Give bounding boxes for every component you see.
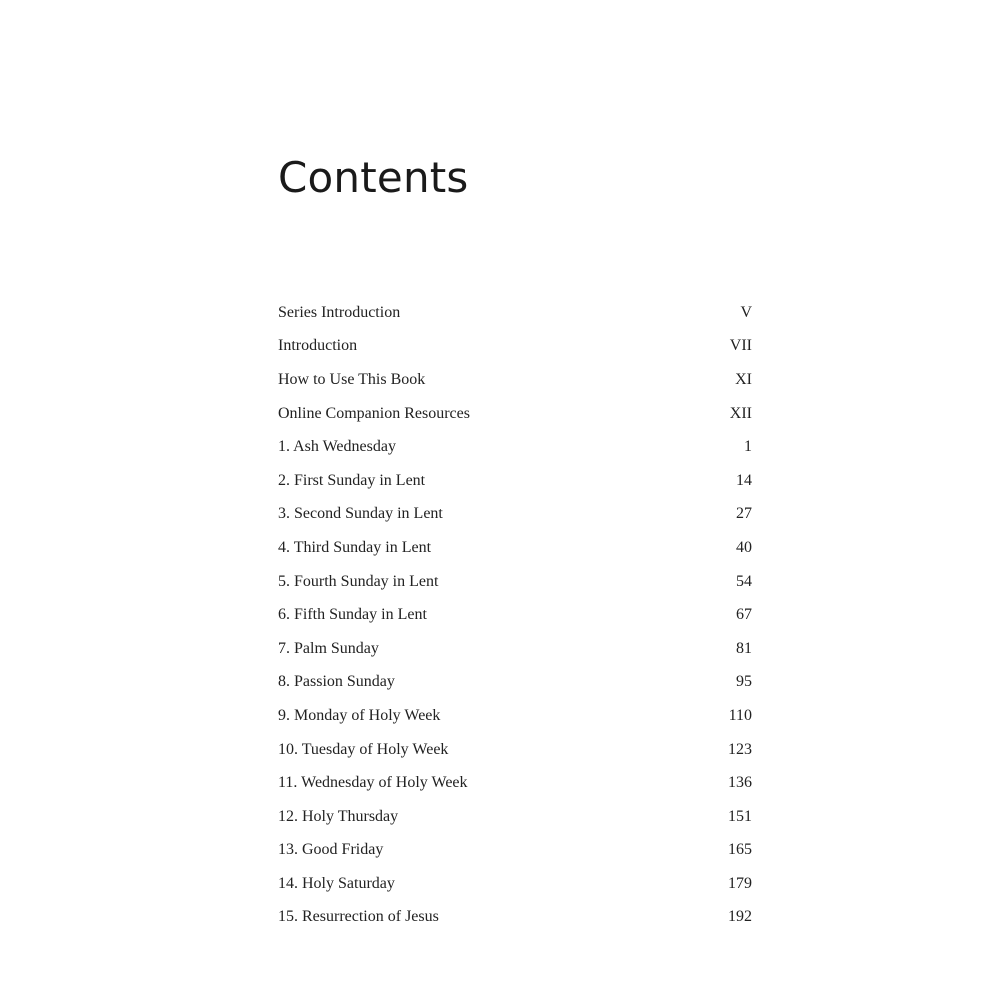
toc-entry-chapter-9[interactable] bbox=[278, 699, 752, 733]
toc-entry-page-number: 136 bbox=[728, 774, 752, 792]
toc-entry-page-number: 192 bbox=[728, 908, 752, 926]
toc-entry-chapter-13[interactable] bbox=[278, 834, 752, 868]
toc-entry-page-number: 95 bbox=[736, 673, 752, 691]
toc-entry-label: 9. Monday of Holy Week bbox=[278, 706, 441, 724]
toc-entry-chapter-2[interactable] bbox=[278, 464, 752, 498]
toc-entry-chapter-3[interactable] bbox=[278, 498, 752, 532]
toc-entry-page-number: 27 bbox=[736, 505, 752, 523]
toc-entry-page-number: 81 bbox=[736, 639, 752, 657]
toc-entry-chapter-10[interactable] bbox=[278, 733, 752, 767]
toc-entry-label: 3. Second Sunday in Lent bbox=[278, 505, 443, 523]
toc-entry-chapter-6[interactable] bbox=[278, 598, 752, 632]
toc-entry-label: 13. Good Friday bbox=[278, 841, 384, 859]
toc-entry-page-number: 1 bbox=[744, 438, 752, 456]
toc-entry-chapter-8[interactable] bbox=[278, 666, 752, 700]
toc-entry-online-resources[interactable] bbox=[278, 397, 752, 431]
toc-entry-page-number: 179 bbox=[728, 874, 752, 892]
toc-entry-label: 2. First Sunday in Lent bbox=[278, 471, 426, 489]
toc-entry-page-number: 110 bbox=[728, 706, 752, 724]
toc-entry-label: 10. Tuesday of Holy Week bbox=[278, 740, 449, 758]
toc-entry-page-number: V bbox=[740, 303, 752, 321]
toc-entry-chapter-12[interactable] bbox=[278, 800, 752, 834]
toc-entry-chapter-14[interactable] bbox=[278, 867, 752, 901]
toc-entry-page-number: 40 bbox=[736, 538, 752, 556]
toc-entry-label: 12. Holy Thursday bbox=[278, 807, 399, 825]
toc-entry-label: 4. Third Sunday in Lent bbox=[278, 538, 432, 556]
toc-entry-chapter-4[interactable] bbox=[278, 531, 752, 565]
toc-entry-page-number: XII bbox=[729, 404, 752, 422]
toc-entry-series-introduction[interactable] bbox=[278, 296, 752, 330]
toc-entry-label: 1. Ash Wednesday bbox=[278, 438, 396, 456]
toc-entry-label: Online Companion Resources bbox=[278, 404, 470, 422]
toc-entry-page-number: 165 bbox=[728, 841, 752, 859]
toc-entry-page-number: VII bbox=[729, 337, 752, 355]
toc-entry-chapter-15[interactable] bbox=[278, 901, 752, 935]
toc-entry-chapter-11[interactable] bbox=[278, 766, 752, 800]
toc-entry-page-number: 54 bbox=[736, 572, 752, 590]
toc-entry-label: 11. Wednesday of Holy Week bbox=[278, 774, 468, 792]
toc-entry-page-number: 67 bbox=[736, 606, 752, 624]
toc-entry-introduction[interactable] bbox=[278, 330, 752, 364]
toc-entry-page-number: 151 bbox=[728, 807, 752, 825]
table-of-contents bbox=[278, 296, 752, 934]
toc-entry-label: 6. Fifth Sunday in Lent bbox=[278, 606, 427, 624]
toc-entry-chapter-5[interactable] bbox=[278, 565, 752, 599]
toc-entry-label: 15. Resurrection of Jesus bbox=[278, 908, 439, 926]
toc-entry-page-number: 123 bbox=[728, 740, 752, 758]
toc-entry-chapter-1[interactable] bbox=[278, 430, 752, 464]
toc-entry-label: 5. Fourth Sunday in Lent bbox=[278, 572, 439, 590]
toc-entry-label: Series Introduction bbox=[278, 303, 401, 321]
toc-entry-label: 7. Palm Sunday bbox=[278, 639, 379, 657]
page-title: Contents bbox=[278, 153, 469, 202]
toc-entry-page-number: XI bbox=[735, 370, 752, 388]
toc-entry-page-number: 14 bbox=[736, 471, 752, 489]
toc-entry-label: 8. Passion Sunday bbox=[278, 673, 395, 691]
toc-entry-label: How to Use This Book bbox=[278, 370, 426, 388]
toc-entry-label: Introduction bbox=[278, 337, 358, 355]
toc-entry-how-to-use[interactable] bbox=[278, 363, 752, 397]
toc-entry-label: 14. Holy Saturday bbox=[278, 874, 395, 892]
toc-entry-chapter-7[interactable] bbox=[278, 632, 752, 666]
